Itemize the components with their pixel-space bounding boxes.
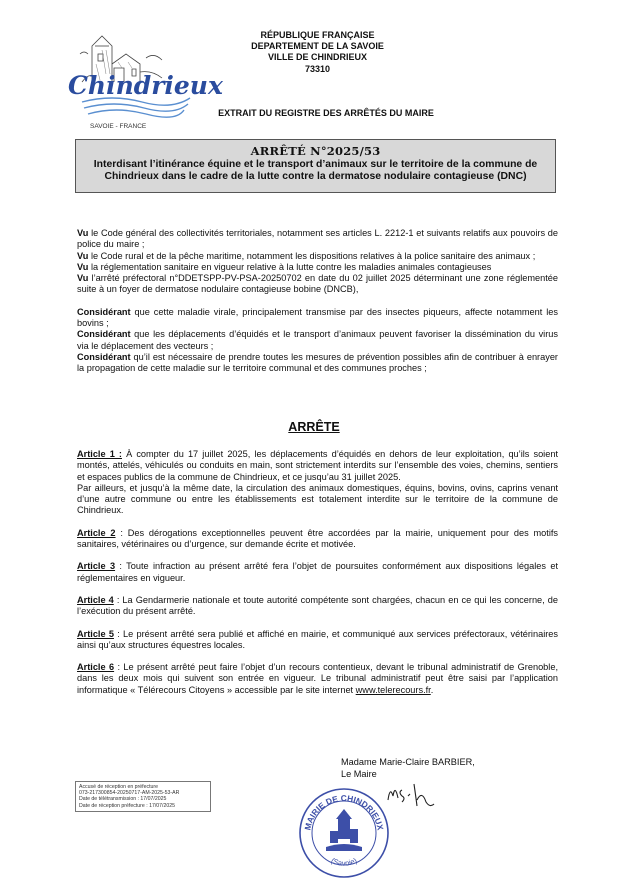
arrete-number: ARRÊTÉ N°2025/53 bbox=[250, 144, 381, 158]
receipt-reference: 073-217300854-20250717-AM-2025-53-AR bbox=[79, 790, 180, 797]
title-box bbox=[75, 139, 556, 193]
signature-scribble-icon bbox=[384, 778, 440, 812]
postal-code-line: 73310 bbox=[304, 63, 331, 74]
prefecture-receipt bbox=[75, 781, 211, 812]
article-text: : Le présent arrêté peut faire l’objet d’un recours contentieux, devant le tribunal administratif de Grenoble, dans les deux mois qui suivent son entrée en vigueur. Le tribunal administratif peut être saisi par l’application informatique « Télérecours Citoyens » accessible par le site internet bbox=[77, 662, 558, 695]
signatory-role: Le Maire bbox=[341, 769, 377, 779]
article-2 bbox=[77, 528, 558, 551]
article-5 bbox=[77, 629, 558, 652]
article-text: : Le présent arrêté sera publié et affiché en mairie, et communiqué aux services préfectoraux, vétérinaires ainsi qu’aux structures équestres locales. bbox=[77, 628, 559, 650]
clause-lead: Vu bbox=[77, 261, 89, 272]
signatory-name: Madame Marie-Claire BARBIER, bbox=[341, 757, 475, 767]
article-label: Article 5 bbox=[77, 628, 114, 639]
ville-line: VILLE DE CHINDRIEUX bbox=[267, 52, 367, 63]
article-text: : Des dérogations exceptionnelles peuvent être accordées par la mairie, uniquement pour des motifs sanitaires, vétérinaires ou d’urgence, sur demande écrite et motivée. bbox=[77, 527, 559, 550]
clause-text: la réglementation sanitaire en vigueur relative à la lutte contre les maladies animales contagieuses bbox=[88, 261, 492, 272]
vu-clause bbox=[77, 273, 558, 296]
receipt-title: Accusé de réception en préfecture bbox=[79, 784, 159, 790]
stamp-top-text: MAIRIE DE CHINDRIEUX bbox=[302, 792, 386, 832]
article-label: Article 6 bbox=[77, 662, 115, 673]
svg-text:(Savoie) bbox=[330, 856, 359, 868]
vu-clause bbox=[77, 228, 558, 251]
clause-text: le Code rural et de la pêche maritime, notamment les dispositions relatives à la police sanitaire des animaux ; bbox=[88, 250, 536, 261]
handwritten-signature bbox=[384, 778, 440, 812]
clause-text: qu’il est nécessaire de prendre toutes les mesures de prévention possibles afin de contribuer à enrayer la propagation de cette maladie sur le territoire communal et des communes proches ; bbox=[77, 351, 558, 374]
article-label: Article 2 bbox=[77, 527, 116, 538]
clause-text: que cette maladie virale, principalement transmise par des insectes piqueurs, affecte notamment les bovins ; bbox=[77, 306, 558, 329]
republique-line: RÉPUBLIQUE FRANÇAISE bbox=[260, 30, 375, 40]
article-text: À compter du 17 juillet 2025, les déplacements d’équidés en dehors de leur exploitation, qu’ils soient montés, attelés, véhiculés ou conduits en main, sont strictement interdits sur l’ensemble des voies, chemins, sentiers et espaces publics de la commune de Chindrieux, et ce jusqu’au 31 juillet 2025. bbox=[77, 449, 558, 482]
telerecours-link[interactable]: www.telerecours.fr bbox=[355, 684, 431, 695]
clause-lead: Considérant bbox=[77, 329, 131, 340]
logo-name: Chindrieux bbox=[68, 71, 223, 100]
departement-line: DEPARTEMENT DE LA SAVOIE bbox=[251, 41, 384, 52]
clause-lead: Vu bbox=[77, 273, 89, 284]
article-4 bbox=[77, 595, 558, 618]
article-text: : Toute infraction au présent arrêté fera l’objet de poursuites conformément aux dispositions légales et réglementaires en vigueur. bbox=[77, 561, 558, 583]
article-label: Article 3 bbox=[77, 561, 116, 572]
article-1-extra: Par ailleurs, et jusqu’à la même date, la circulation des animaux domestiques, équins, bovins, ovins, caprins venant d’une autre commune ou entre les établissements est totalement interdite sur le territoire de la commune de Chindrieux. bbox=[77, 482, 558, 516]
arrete-subject: Interdisant l’itinérance équine et le transport d’animaux sur le territoire de la commune de Chindrieux dans le cadre de la lutte contre la dermatose nodulaire contagieuse (DNC) bbox=[93, 159, 538, 183]
article-text: : La Gendarmerie nationale et toute autorité compétente sont chargées, chacun en ce qui les concerne, de l’exécution du présent arrêté. bbox=[77, 594, 558, 617]
mairie-stamp bbox=[296, 785, 392, 881]
receipt-reception-date: Date de réception préfecture : 17/07/2025 bbox=[79, 802, 176, 809]
clause-lead: Considérant bbox=[77, 306, 131, 317]
receipt-transmission-date: Date de télétransmission : 17/07/2025 bbox=[79, 796, 167, 803]
clause-lead: Vu bbox=[77, 228, 89, 238]
chindrieux-logo-art bbox=[62, 24, 223, 132]
registry-extract-line: EXTRAIT DU REGISTRE DES ARRÊTÉS DU MAIRE bbox=[218, 108, 434, 118]
considerant-clause bbox=[77, 329, 558, 352]
article-6 bbox=[77, 662, 558, 696]
arrete-heading: ARRÊTE bbox=[288, 420, 340, 434]
article-3 bbox=[77, 561, 558, 584]
logo-tagline: SAVOIE - FRANCE bbox=[90, 123, 147, 130]
article-text-end: . bbox=[430, 684, 434, 695]
article-1 bbox=[77, 449, 558, 483]
clause-lead: Vu bbox=[77, 250, 89, 261]
considerant-clause bbox=[77, 352, 558, 375]
article-label: Article 1 : bbox=[77, 449, 122, 459]
clause-text: que les déplacements d’équidés et le transport d’animaux peuvent favoriser la dissémination du virus via le déplacement des vecteurs ; bbox=[77, 329, 558, 351]
commune-logo bbox=[62, 24, 223, 132]
stamp-seal-icon bbox=[296, 785, 392, 881]
article-label: Article 4 bbox=[77, 594, 114, 605]
clause-text: le Code général des collectivités territoriales, notamment ses articles L. 2212-1 et suivants relatifs aux pouvoirs de police du maire ; bbox=[77, 228, 558, 250]
vu-clause bbox=[77, 251, 558, 262]
document-header bbox=[195, 30, 440, 75]
preamble bbox=[77, 228, 558, 375]
stamp-bottom-text: (Savoie) bbox=[329, 855, 359, 868]
vu-clause bbox=[77, 262, 558, 273]
clause-text: l’arrêté préfectoral n°DDETSPP-PV-PSA-20250702 en date du 02 juillet 2025 déterminant une zone réglementée suite à un foyer de dermatose nodulaire contagieuse bobine (DNCB), bbox=[77, 273, 558, 295]
clause-lead: Considérant bbox=[77, 351, 131, 362]
considerant-clause bbox=[77, 307, 558, 330]
articles bbox=[77, 449, 558, 707]
